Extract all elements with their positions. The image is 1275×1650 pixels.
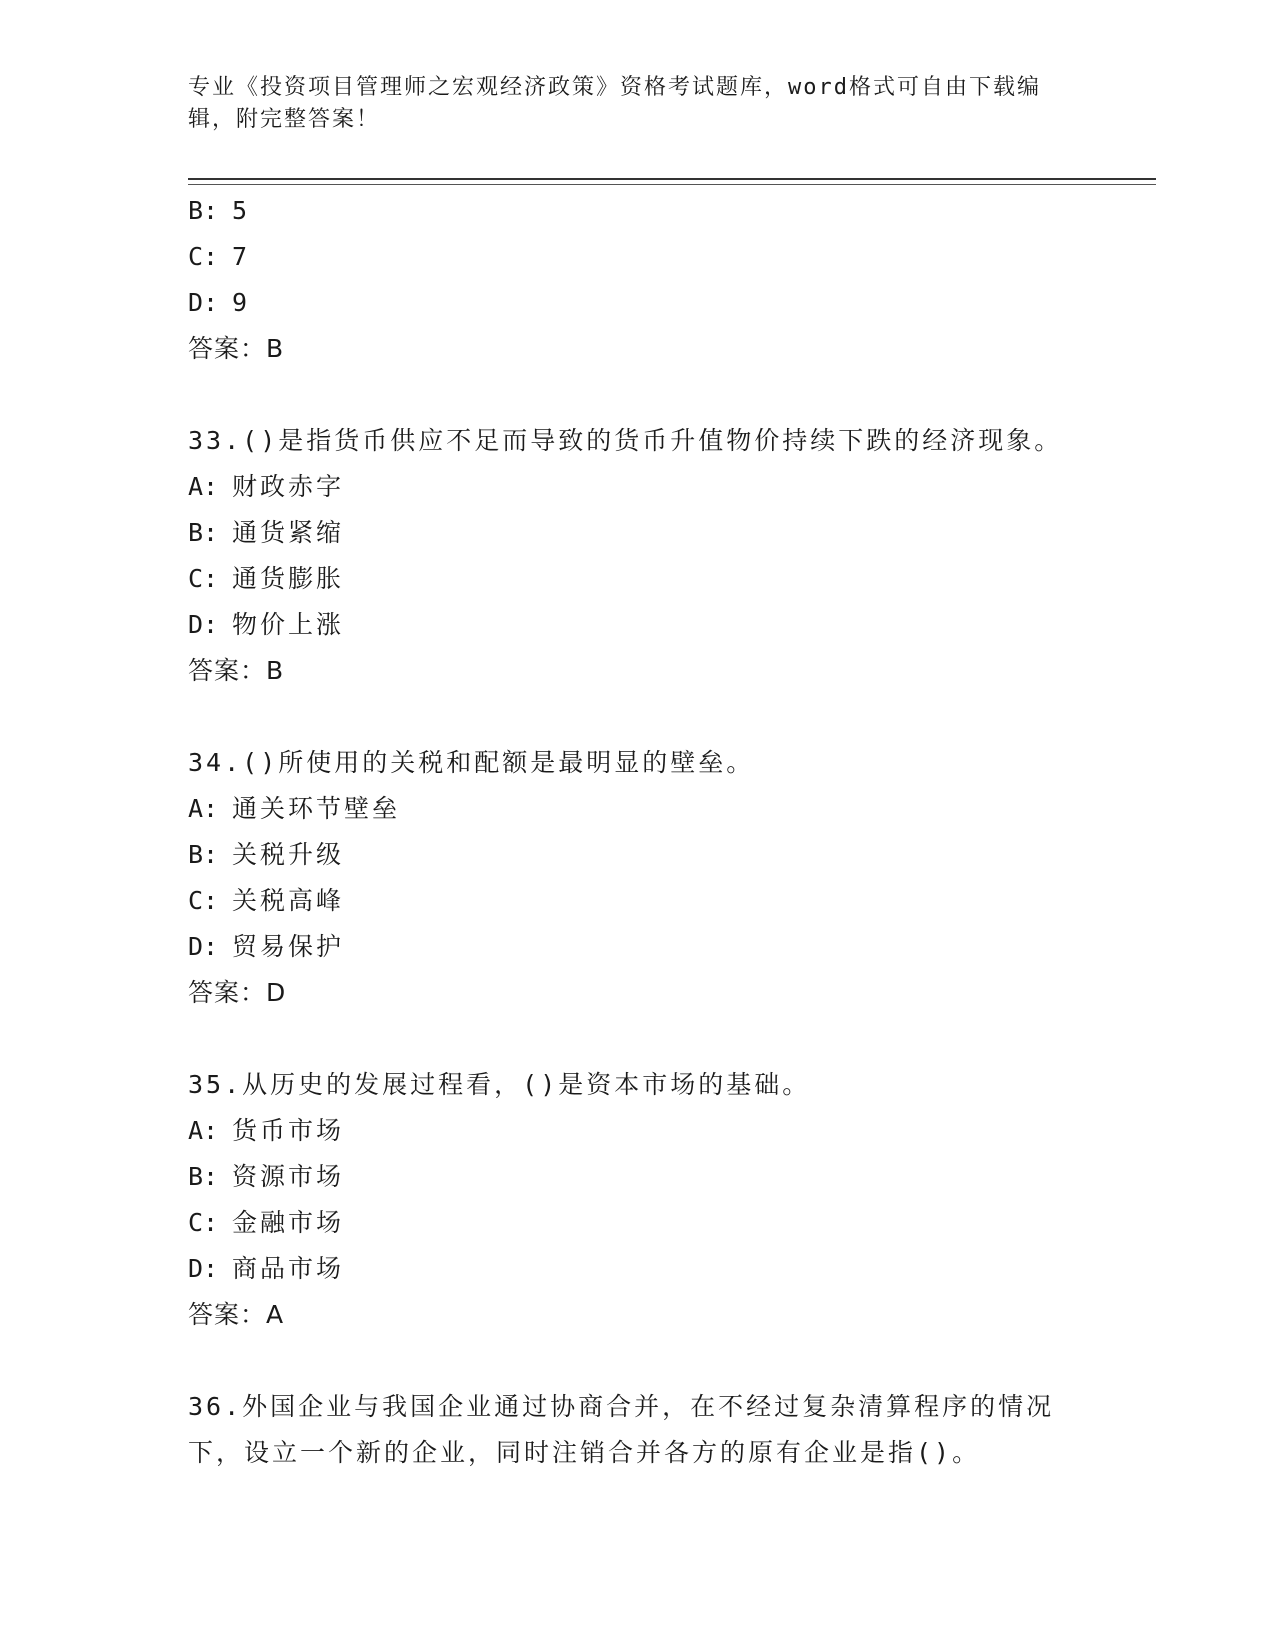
option-b: B: 资源市场 bbox=[188, 1162, 345, 1191]
option-d: D: 9 bbox=[188, 288, 251, 317]
question-continued bbox=[188, 188, 1088, 372]
option-c: C: 关税高峰 bbox=[188, 886, 345, 915]
question-list bbox=[188, 188, 1088, 1476]
option-a: A: 财政赤字 bbox=[188, 472, 345, 501]
answer-line: 答案：B bbox=[188, 334, 285, 363]
option-b: B: 关税升级 bbox=[188, 840, 345, 869]
question-36 bbox=[188, 1384, 1088, 1476]
option-d: D: 贸易保护 bbox=[188, 932, 345, 961]
option-b: B: 5 bbox=[188, 196, 251, 225]
spacer bbox=[188, 694, 1088, 740]
question-stem: 35.从历史的发展过程看，()是资本市场的基础。 bbox=[188, 1070, 811, 1099]
header-divider-thin bbox=[188, 184, 1156, 185]
header-divider-thick bbox=[188, 178, 1156, 180]
option-a: A: 通关环节壁垒 bbox=[188, 794, 401, 823]
answer-line: 答案：A bbox=[188, 1300, 285, 1329]
answer-line: 答案：D bbox=[188, 978, 287, 1007]
question-stem: 36.外国企业与我国企业通过协商合并，在不经过复杂清算程序的情况下，设立一个新的企业，同时注销合并各方的原有企业是指()。 bbox=[188, 1392, 1055, 1467]
option-a: A: 货币市场 bbox=[188, 1116, 345, 1145]
spacer bbox=[188, 1016, 1088, 1062]
question-stem: 33.()是指货币供应不足而导致的货币升值物价持续下跌的经济现象。 bbox=[188, 426, 1063, 455]
option-c: C: 7 bbox=[188, 242, 251, 271]
option-c: C: 通货膨胀 bbox=[188, 564, 345, 593]
page-header-note: 专业《投资项目管理师之宏观经济政策》资格考试题库，word格式可自由下载编辑，附完整答案！ bbox=[188, 75, 1041, 132]
question-33 bbox=[188, 418, 1088, 694]
answer-line: 答案：B bbox=[188, 656, 285, 685]
option-c: C: 金融市场 bbox=[188, 1208, 345, 1237]
option-d: D: 商品市场 bbox=[188, 1254, 345, 1283]
spacer bbox=[188, 1338, 1088, 1384]
question-35 bbox=[188, 1062, 1088, 1338]
spacer bbox=[188, 372, 1088, 418]
option-d: D: 物价上涨 bbox=[188, 610, 345, 639]
option-b: B: 通货紧缩 bbox=[188, 518, 345, 547]
question-34 bbox=[188, 740, 1088, 1016]
question-stem: 34.()所使用的关税和配额是最明显的壁垒。 bbox=[188, 748, 755, 777]
